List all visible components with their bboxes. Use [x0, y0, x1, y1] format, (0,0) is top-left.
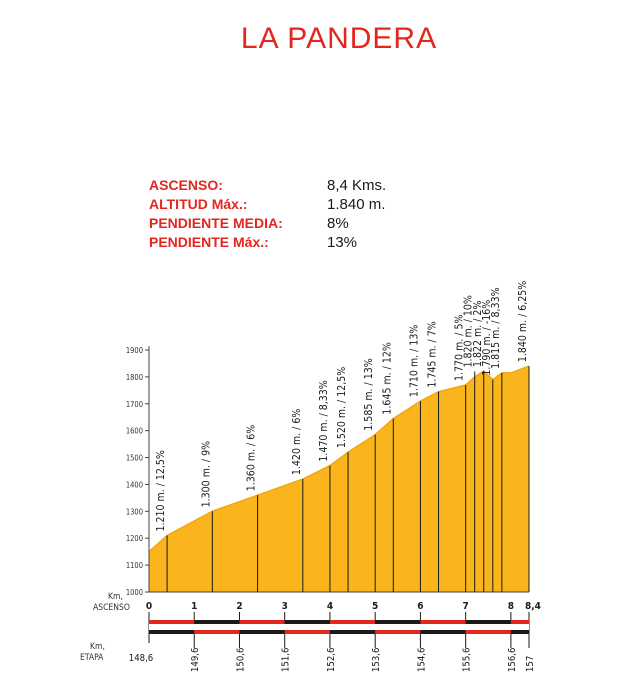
y-tick-label: 1600: [125, 426, 143, 436]
annotation-label: 1.470 m. / 8,33%: [317, 380, 330, 462]
annotation-label: 1.840 m. / 6,25%: [517, 280, 529, 363]
annotation-label: 1.745 m. / 7%: [426, 321, 439, 388]
etapa-tick-label: 154,6: [416, 647, 428, 672]
annotation-label: 1.360 m. / 6%: [245, 424, 258, 492]
stat-value: 13%: [327, 234, 358, 251]
road-bar-segment: [330, 620, 375, 624]
etapa-axis-title: Km,: [90, 642, 105, 652]
ascenso-tick-label: 2: [236, 601, 243, 612]
etapa-tick-label: 149,6: [190, 647, 202, 672]
etapa-tick-label: 155,6: [461, 647, 473, 672]
road-bar-segment: [375, 630, 420, 634]
annotation-label: 1.790 m. / -16%: [480, 299, 493, 376]
ascenso-tick-label: 7: [462, 601, 469, 612]
annotation-label: 1.420 m. / 6%: [290, 408, 303, 476]
etapa-tick-label: 150,6: [235, 647, 247, 672]
etapa-tick-label: 151,6: [280, 647, 292, 672]
annotation-label: 1.770 m. / 5%: [453, 314, 466, 381]
road-bar-segment: [420, 630, 465, 634]
etapa-axis-title: ETAPA: [80, 653, 104, 663]
road-bar-segment: [285, 620, 330, 624]
ascenso-axis-title: ASCENSO: [93, 603, 130, 613]
ascenso-tick-label: 1: [191, 601, 198, 612]
annotation-label: 1.645 m. / 12%: [381, 342, 394, 415]
road-bar-segment: [420, 620, 465, 624]
etapa-tick-label: 152,6: [325, 647, 337, 672]
annotation-label: 1.815 m. / 8,33%: [489, 287, 502, 369]
ascenso-tick-label: 6: [417, 601, 424, 612]
y-tick-label: 1100: [125, 561, 143, 571]
y-tick-label: 1500: [125, 453, 143, 463]
etapa-tick-label: 157: [525, 655, 536, 672]
road-bar-gap: [149, 624, 529, 630]
road-bar-segment: [285, 630, 330, 634]
road-bar-segment: [194, 630, 239, 634]
y-tick-label: 1300: [125, 507, 143, 517]
road-bar-segment: [466, 630, 511, 634]
stat-label: PENDIENTE MEDIA:: [149, 215, 283, 231]
y-tick-label: 1900: [125, 346, 143, 355]
y-tick-label: 1400: [125, 480, 143, 490]
ascenso-tick-label: 3: [281, 601, 288, 612]
y-tick-label: 1800: [125, 372, 143, 382]
annotation-label: 1.710 m. / 13%: [408, 324, 421, 398]
annotation-label: 1.210 m. / 12,5%: [155, 450, 168, 532]
road-bar-segment: [194, 620, 239, 624]
chart-title: LA PANDERA: [240, 22, 438, 55]
road-bar-segment: [149, 620, 194, 624]
stat-value: 8,4 Kms.: [327, 177, 387, 194]
etapa-tick-label: 153,6: [371, 647, 383, 672]
annotation-label: 1.520 m. / 12,5%: [336, 366, 349, 449]
stat-label: ALTITUD Máx.:: [149, 196, 248, 212]
y-tick-label: 1000: [125, 588, 143, 597]
stat-label: PENDIENTE Máx.:: [149, 234, 269, 250]
road-bar-segment: [511, 620, 529, 624]
annotation-label: 1.300 m. / 9%: [200, 440, 213, 508]
annotation-label: 1.822 m. / 2%: [471, 300, 484, 367]
y-tick-label: 1200: [125, 534, 143, 544]
stat-label: ASCENSO:: [149, 177, 223, 193]
road-bar-segment: [239, 630, 284, 634]
stat-value: 1.840 m.: [327, 196, 386, 213]
road-bar-segment: [466, 620, 511, 624]
annotation-label: 1.820 m. / 10%: [462, 295, 475, 368]
road-bar-segment: [375, 620, 420, 624]
etapa-tick-label: 148,6: [128, 653, 154, 664]
annotation-label: 1.585 m. / 13%: [363, 358, 376, 431]
ascenso-tick-label: 8,4: [525, 601, 541, 612]
ascenso-axis-title: Km,: [108, 592, 123, 602]
ascenso-tick-label: 5: [372, 601, 379, 612]
stat-value: 8%: [327, 215, 349, 232]
road-bar-segment: [149, 630, 194, 634]
road-bar-segment: [511, 630, 529, 634]
road-bar-segment: [239, 620, 284, 624]
y-tick-label: 1700: [125, 399, 143, 409]
etapa-tick-label: 156,6: [506, 647, 518, 672]
ascenso-tick-label: 0: [145, 601, 153, 612]
road-bar-segment: [330, 630, 375, 634]
ascenso-tick-label: 4: [326, 601, 334, 612]
ascenso-tick-label: 8: [507, 601, 515, 612]
